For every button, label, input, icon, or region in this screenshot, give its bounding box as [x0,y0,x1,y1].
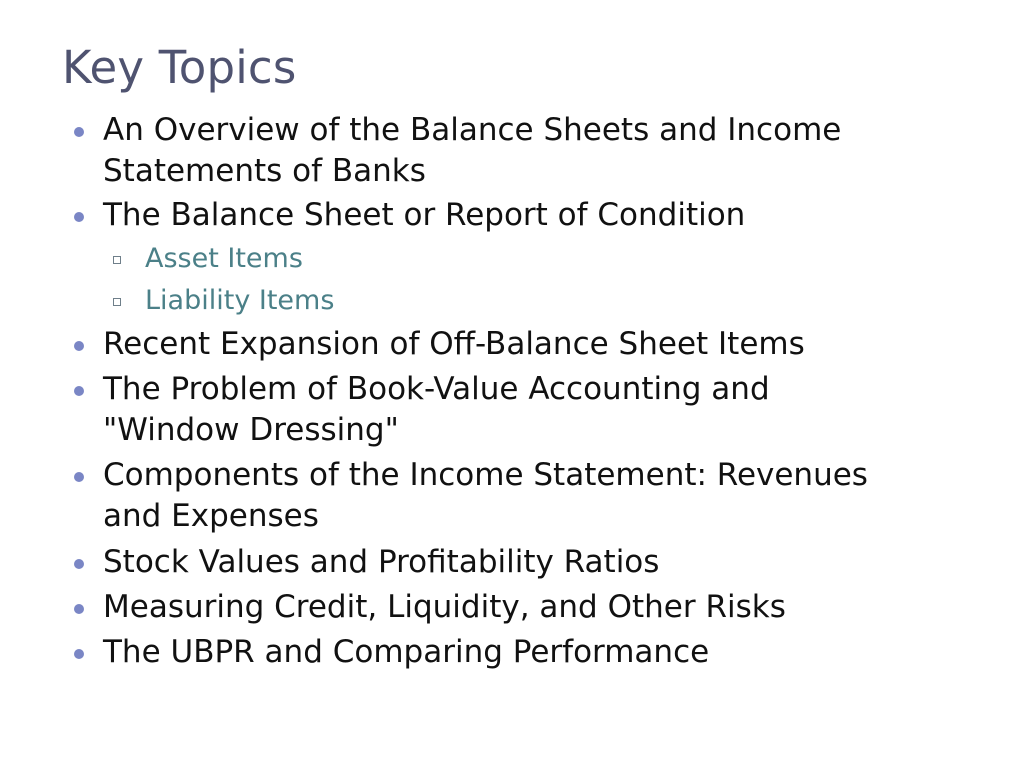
topic-item-4-line-1: The Problem of Book-Value Accounting and [103,371,770,407]
topic-item-1-line-2: Statements of Banks [103,153,426,189]
topic-item-5-line-2: and Expenses [103,498,319,534]
square-bullet-icon [113,256,121,264]
subtopic-liability-items: Liability Items [145,285,335,316]
bullet-icon [74,649,84,659]
topic-item-5-line-1: Components of the Income Statement: Revenues [103,457,868,493]
bullet-icon [74,604,84,614]
bullet-icon [74,386,84,396]
subtopic-asset-items: Asset Items [145,243,303,274]
bullet-icon [74,212,84,222]
topic-item-3-line-1: Recent Expansion of Off-Balance Sheet Items [103,326,805,362]
topic-item-8-line-1: The UBPR and Comparing Performance [103,634,710,670]
bullet-icon [74,559,84,569]
slide-title: Key Topics [62,41,297,94]
bullet-icon [74,341,84,351]
topic-item-4-line-2: "Window Dressing" [103,412,399,448]
topic-item-7-line-1: Measuring Credit, Liquidity, and Other Risks [103,589,786,625]
bullet-icon [74,472,84,482]
square-bullet-icon [113,298,121,306]
topic-item-2-line-1: The Balance Sheet or Report of Condition [103,197,746,233]
bullet-icon [74,127,84,137]
topic-item-6-line-1: Stock Values and Profitability Ratios [103,544,660,580]
topic-item-1-line-1: An Overview of the Balance Sheets and Income [103,112,842,148]
